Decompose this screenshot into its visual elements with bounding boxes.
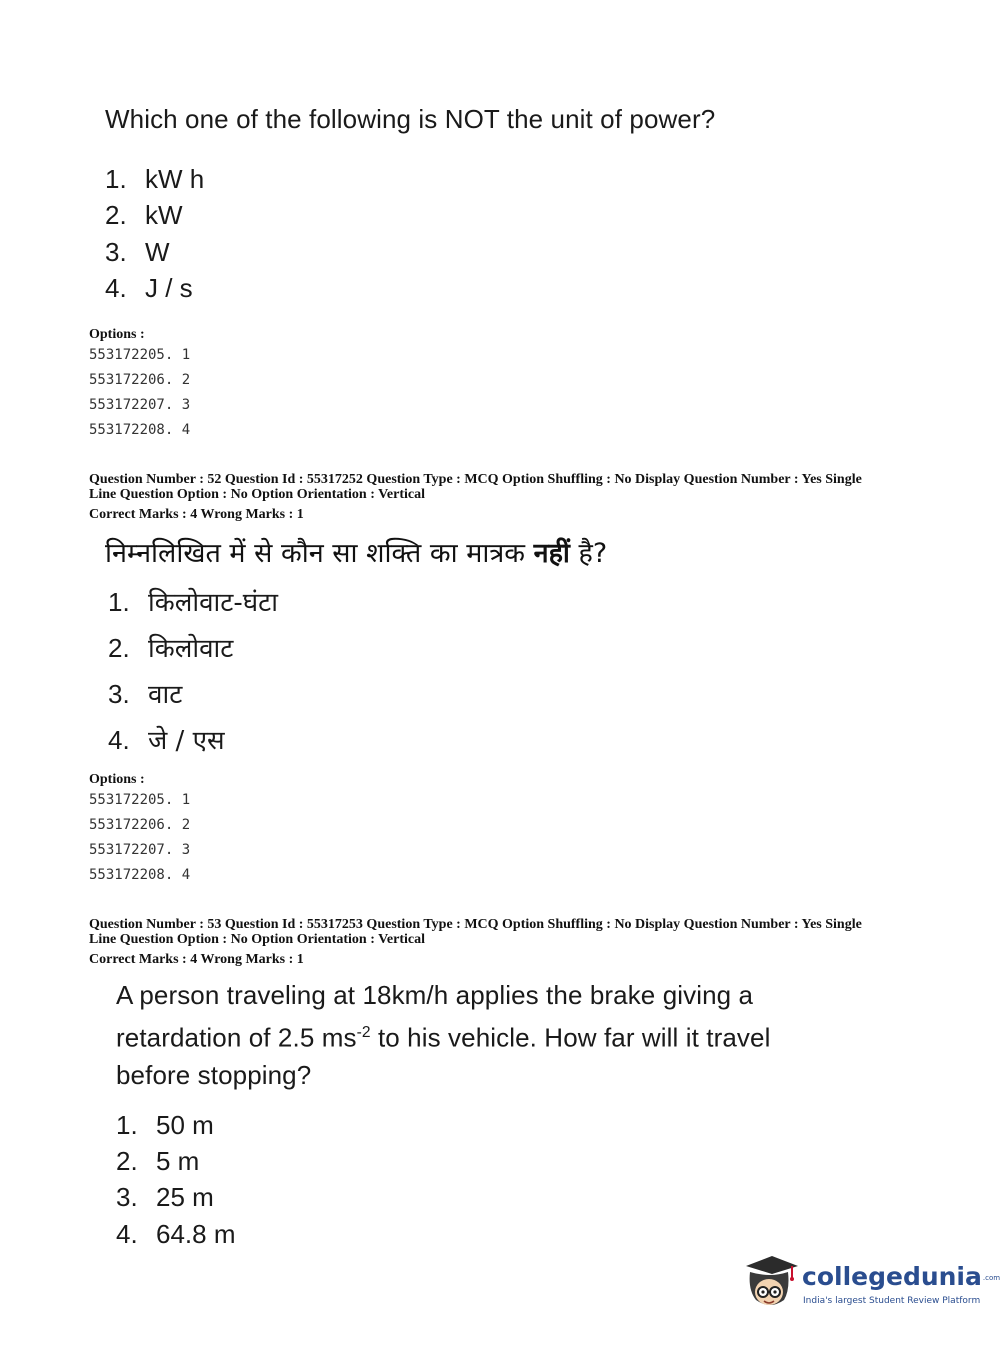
q53-meta-line2: Line Question Option : No Option Orientation : Vertical (89, 932, 426, 947)
option-id: 553172208. 4 (89, 867, 191, 883)
q52-option-3: 3. वाट (108, 679, 183, 710)
q51-option-2: 2. kW (105, 200, 183, 230)
q51-option-4: 4. J / s (105, 273, 193, 303)
logo-tagline: India's largest Student Review Platform (803, 1296, 981, 1306)
q53-option-1: 1. 50 m (116, 1110, 214, 1140)
option-id: 553172205. 1 (89, 792, 191, 808)
q52-question-emphasis: नहीं (533, 538, 570, 569)
option-id: 553172205. 1 (89, 347, 191, 363)
q53-marks: Correct Marks : 4 Wrong Marks : 1 (89, 952, 304, 967)
option-id: 553172206. 2 (89, 372, 191, 388)
q52-marks: Correct Marks : 4 Wrong Marks : 1 (89, 507, 304, 522)
collegedunia-logo[interactable] (740, 1248, 1001, 1318)
q52-option-2: 2. किलोवाट (108, 633, 234, 664)
q52-option-ids (89, 788, 190, 888)
q52-meta-line2: Line Question Option : No Option Orientation : Vertical (89, 487, 426, 502)
q53-option-3: 3. 25 m (116, 1182, 214, 1212)
q51-options (105, 164, 405, 314)
logo-suffix: .com (982, 1274, 1001, 1282)
option-id: 553172207. 3 (89, 397, 191, 413)
option-id: 553172206. 2 (89, 817, 191, 833)
q53-option-2: 2. 5 m (116, 1146, 200, 1176)
q53-meta (89, 917, 919, 967)
q53-option-4: 4. 64.8 m (116, 1219, 236, 1249)
mascot-icon (740, 1250, 800, 1312)
q52-options (108, 583, 508, 763)
option-id: 553172208. 4 (89, 422, 191, 438)
q51-option-3: 3. W (105, 237, 170, 267)
option-id: 553172207. 3 (89, 842, 191, 858)
q51-options-label: Options : (89, 327, 145, 342)
q52-meta (89, 472, 919, 522)
q52-question: निम्नलिखित में से कौन सा शक्ति का मात्रक नहीं है? (105, 538, 608, 569)
q52-options-label: Options : (89, 772, 145, 787)
q53-meta-line1: Question Number : 53 Question Id : 55317253 Question Type : MCQ Option Shuffling : No Display Question Number : Yes Single (89, 917, 862, 932)
q53-question: A person traveling at 18km/h applies the brake giving a retardation of 2.5 $ms^{-2}$ to his vehicle. How far will it travel before stopping? (116, 980, 771, 1090)
q52-meta-line1: Question Number : 52 Question Id : 55317252 Question Type : MCQ Option Shuffling : No Display Question Number : Yes Single (89, 472, 862, 487)
q53-options (116, 1110, 416, 1260)
q51-option-1: 1. kW h (105, 164, 205, 194)
q51-question: Which one of the following is NOT the unit of power? (105, 104, 716, 134)
q52-option-4: 4. जे / एस (108, 725, 225, 756)
logo-wordmark: collegedunia.com (802, 1262, 1001, 1291)
q52-option-1: 1. किलोवाट-घंटा (108, 587, 278, 618)
q51-option-ids (89, 343, 190, 443)
